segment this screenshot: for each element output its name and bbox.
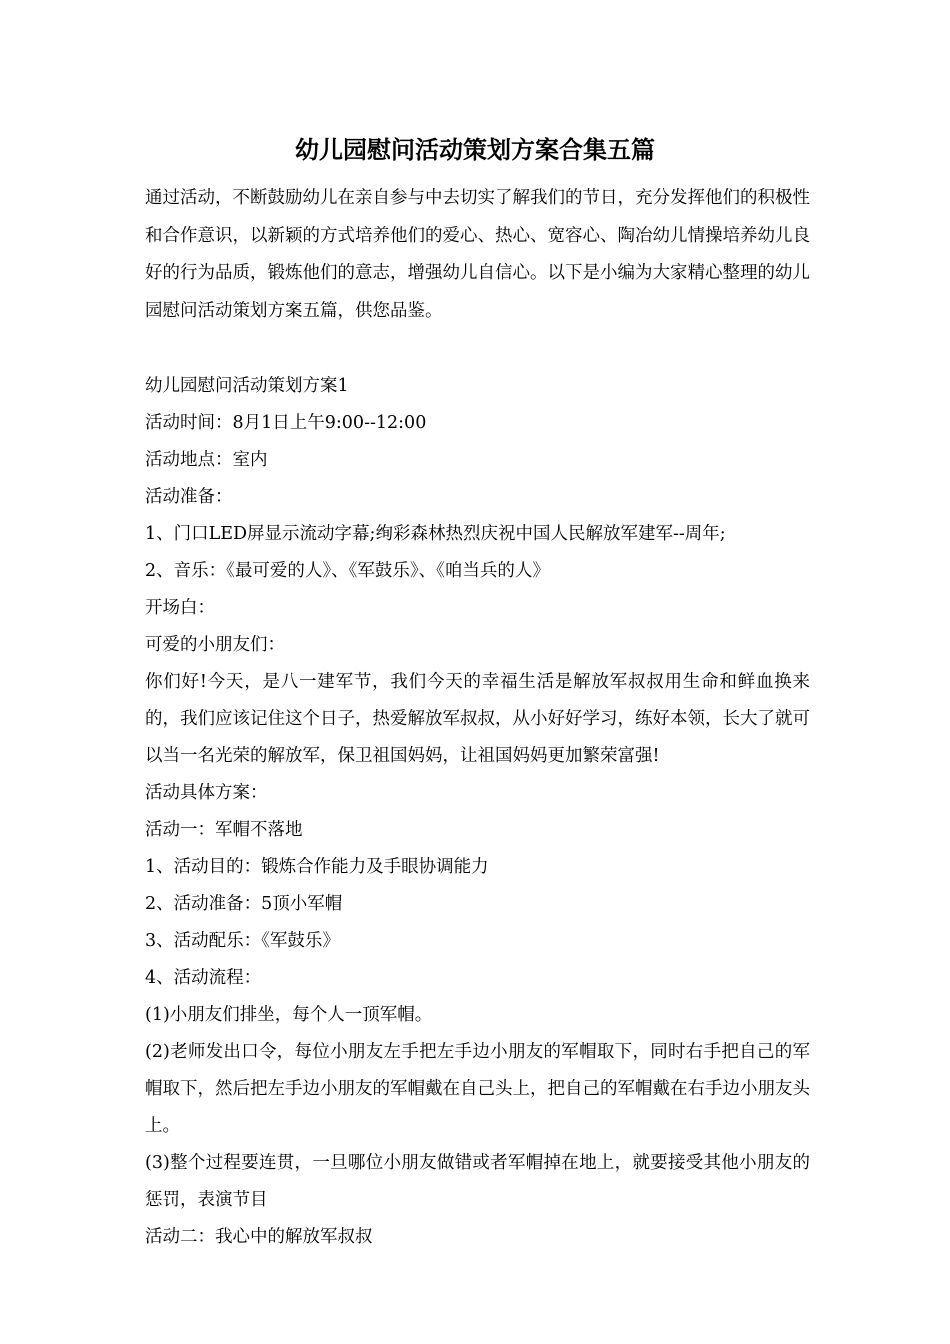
activity-one-process-label: 4、活动流程： <box>145 968 262 988</box>
plan-details-label: 活动具体方案： <box>145 783 268 803</box>
preparation-item-1: 1、门口LED屏显示流动字幕;绚彩森林热烈庆祝中国人民解放军建军--周年; <box>145 524 726 544</box>
process-step-1: (1)小朋友们排坐，每个人一顶军帽。 <box>145 1005 433 1025</box>
activity-preparation-label: 活动准备： <box>145 487 233 507</box>
opening-label: 开场白： <box>145 598 215 618</box>
activity-time: 活动时间：8月1日上午9:00--12:00 <box>145 413 427 433</box>
plan-heading: 幼儿园慰问活动策划方案1 <box>145 376 349 396</box>
activity-one-title: 活动一：军帽不落地 <box>145 820 303 840</box>
intro-paragraph: 通过活动，不断鼓励幼儿在亲自参与中去切实了解我们的节日，充分发挥他们的积极性和合作意识，以新颖的方式培养他们的爱心、热心、宽容心、陶冶幼儿情操培养幼儿良好的行为品质，锻炼他们的意志，增强幼儿自信心。以下是小编为大家精心整理的幼儿园慰问活动策划方案五篇，供您品鉴。 <box>145 188 810 321</box>
activity-location: 活动地点：室内 <box>145 450 268 470</box>
document-title: 幼儿园慰问活动策划方案合集五篇 <box>295 135 655 164</box>
activity-one-music: 3、活动配乐：《军鼓乐》 <box>145 931 340 951</box>
greeting-line: 可爱的小朋友们： <box>145 635 285 655</box>
activity-two-title: 活动二：我心中的解放军叔叔 <box>145 1227 373 1247</box>
blank-line <box>145 330 810 368</box>
activity-one-preparation: 2、活动准备：5顶小军帽 <box>145 894 343 914</box>
process-step-2: (2)老师发出口令，每位小朋友左手把左手边小朋友的军帽取下，同时右手把自己的军帽取下，然后把左手边小朋友的军帽戴在自己头上，把自己的军帽戴在右手边小朋友头上。 <box>145 1042 810 1136</box>
activity-one-goal: 1、活动目的：锻炼合作能力及手眼协调能力 <box>145 857 489 877</box>
document-body <box>145 180 810 1256</box>
process-step-3: (3)整个过程要连贯，一旦哪位小朋友做错或者军帽掉在地上，就要接受其他小朋友的惩罚，表演节目 <box>145 1153 810 1210</box>
greeting-paragraph: 你们好!今天，是八一建军节，我们今天的幸福生活是解放军叔叔用生命和鲜血换来的，我们应该记住这个日子，热爱解放军叔叔，从小好好学习，练好本领，长大了就可以当一名光荣的解放军，保卫祖国妈妈，让祖国妈妈更加繁荣富强! <box>145 672 810 766</box>
preparation-item-2: 2、音乐：《最可爱的人》、《军鼓乐》、《咱当兵的人》 <box>145 561 550 581</box>
